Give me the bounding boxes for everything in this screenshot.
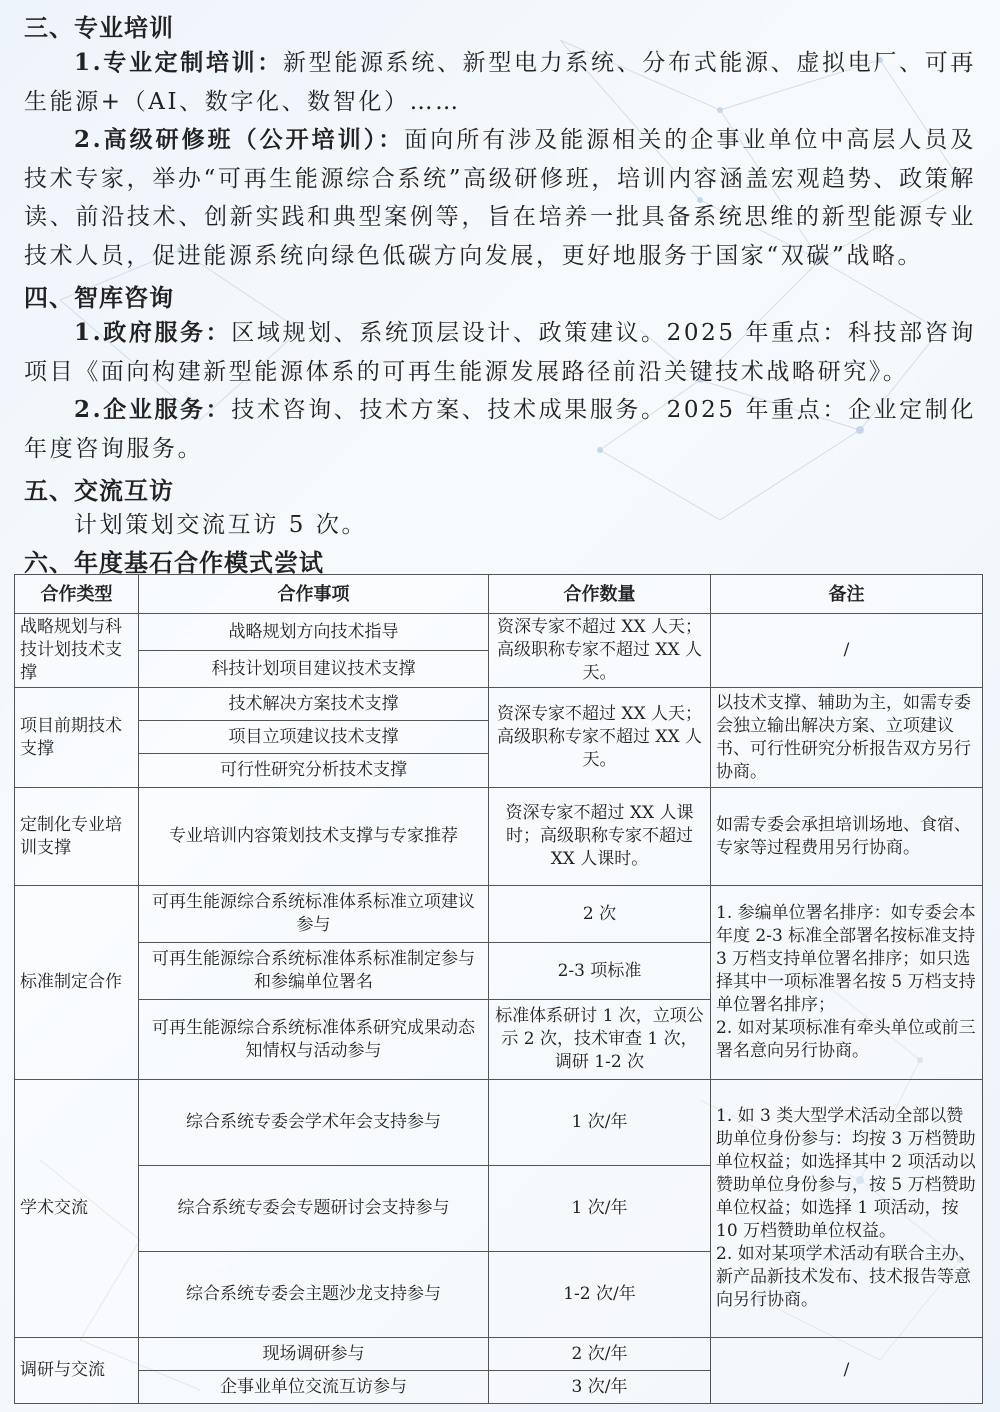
- cooperation-table: [14, 574, 983, 1404]
- remarks-cell: /: [711, 1338, 983, 1404]
- table-row: [15, 886, 983, 943]
- item-cell: 项目立项建议技术支撑: [139, 721, 489, 754]
- section-4-paragraph-1: [24, 314, 976, 391]
- item-cell: 专业培训内容策划技术支撑与专家推荐: [139, 788, 489, 886]
- table-row: [15, 788, 983, 886]
- remarks-cell: /: [711, 614, 983, 688]
- quantity-cell: 资深专家不超过 XX 人天；高级职称专家不超过 XX 人天。: [489, 614, 711, 688]
- header-cooperation-type: 合作类型: [15, 575, 139, 614]
- item-cell: 可再生能源综合系统标准体系标准制定参与和参编单位署名: [139, 943, 489, 1000]
- item-cell: 技术解决方案技术支撑: [139, 688, 489, 721]
- table-row: [15, 614, 983, 651]
- quantity-cell: 2-3 项标准: [489, 943, 711, 1000]
- custom-training-text: 新型能源系统、新型电力系统、分布式能源、虚拟电厂、可再生能源+（AI、数字化、数智化）……: [24, 50, 977, 115]
- type-cell: 战略规划与科技计划技术支撑: [15, 614, 139, 688]
- section-3-heading: 三、专业培训: [24, 14, 174, 42]
- quantity-cell: 2 次: [489, 886, 711, 943]
- quantity-cell: 资深专家不超过 XX 人天；高级职称专家不超过 XX 人天。: [489, 688, 711, 788]
- section-3-paragraph-2: [24, 121, 976, 275]
- header-cooperation-item: 合作事项: [139, 575, 489, 614]
- type-cell: 标准制定合作: [15, 886, 139, 1080]
- custom-training-label: 1.专业定制培训：: [74, 49, 283, 76]
- exchange-visit-text: 计划策划交流互访 5 次。: [74, 512, 368, 538]
- item-cell: 综合系统专委会主题沙龙支持参与: [139, 1252, 489, 1338]
- table-row: [15, 688, 983, 721]
- type-cell: 学术交流: [15, 1080, 139, 1338]
- section-4-paragraph-2: [24, 391, 976, 468]
- government-service-text: 区域规划、系统顶层设计、政策建议。2025 年重点：科技部咨询项目《面向构建新型能源体系的可再生能源发展路径前沿关键技术战略研究》。: [24, 320, 976, 385]
- table-row: [15, 1080, 983, 1166]
- quantity-cell: 1-2 次/年: [489, 1252, 711, 1338]
- item-cell: 科技计划项目建议技术支撑: [139, 651, 489, 688]
- item-cell: 综合系统专委会专题研讨会支持参与: [139, 1166, 489, 1252]
- quantity-cell: 1 次/年: [489, 1166, 711, 1252]
- quantity-cell: 标准体系研讨 1 次，立项公示 2 次，技术审查 1 次，调研 1-2 次: [489, 1000, 711, 1080]
- header-remarks: 备注: [711, 575, 983, 614]
- quantity-cell: 资深专家不超过 XX 人课时；高级职称专家不超过 XX 人课时。: [489, 788, 711, 886]
- table-row: [15, 1338, 983, 1371]
- remarks-cell: 如需专委会承担培训场地、食宿、专家等过程费用另行协商。: [711, 788, 983, 886]
- item-cell: 企事业单位交流互访参与: [139, 1371, 489, 1404]
- item-cell: 战略规划方向技术指导: [139, 614, 489, 651]
- type-cell: 定制化专业培训支撑: [15, 788, 139, 886]
- item-cell: 可再生能源综合系统标准体系研究成果动态知情权与活动参与: [139, 1000, 489, 1080]
- item-cell: 可再生能源综合系统标准体系标准立项建议参与: [139, 886, 489, 943]
- type-cell: 调研与交流: [15, 1338, 139, 1404]
- section-3-paragraph-1: [24, 44, 976, 121]
- section-5-paragraph: [24, 506, 976, 545]
- type-cell: 项目前期技术支撑: [15, 688, 139, 788]
- quantity-cell: 3 次/年: [489, 1371, 711, 1404]
- section-5-heading: 五、交流互访: [24, 477, 174, 505]
- item-cell: 现场调研参与: [139, 1338, 489, 1371]
- section-6-heading: 六、年度基石合作模式尝试: [24, 549, 324, 577]
- seminar-label: 2.高级研修班（公开培训）：: [74, 126, 405, 153]
- enterprise-service-text: 技术咨询、技术方案、技术成果服务。2025 年重点：企业定制化年度咨询服务。: [24, 397, 976, 462]
- remarks-cell: 1. 如 3 类大型学术活动全部以赞助单位身份参与：均按 3 万档赞助单位权益；如选择其中 2 项活动以赞助单位身份参与，按 5 万档赞助单位权益；如选择 1 项活动，按 10 万档赞助单位权益。 2. 如对某项学术活动有联合主办、新产品新技术发布、技术报告等意向另行协商。: [711, 1080, 983, 1338]
- header-cooperation-quantity: 合作数量: [489, 575, 711, 614]
- seminar-text: 面向所有涉及能源相关的企事业单位中高层人员及技术专家，举办“可再生能源综合系统”高级研修班，培训内容涵盖宏观趋势、政策解读、前沿技术、创新实践和典型案例等，旨在培养一批具备系统思维的新型能源专业技术人员，促进能源系统向绿色低碳方向发展，更好地服务于国家“双碳”战略。: [24, 127, 976, 269]
- table-header-row: [15, 575, 983, 614]
- remarks-cell: 1. 参编单位署名排序：如专委会本年度 2-3 标准全部署名按标准支持 3 万档支持单位署名排序；如只选择其中一项标准署名按 5 万档支持单位署名排序； 2. 如对某项标准有牵头单位或前三署名意向另行协商。: [711, 886, 983, 1080]
- quantity-cell: 1 次/年: [489, 1080, 711, 1166]
- item-cell: 综合系统专委会学术年会支持参与: [139, 1080, 489, 1166]
- government-service-label: 1.政府服务：: [74, 319, 232, 346]
- item-cell: 可行性研究分析技术支撑: [139, 754, 489, 788]
- quantity-cell: 2 次/年: [489, 1338, 711, 1371]
- remarks-cell: 以技术支撑、辅助为主，如需专委会独立输出解决方案、立项建议书、可行性研究分析报告双方另行协商。: [711, 688, 983, 788]
- section-4-heading: 四、智库咨询: [24, 284, 174, 312]
- enterprise-service-label: 2.企业服务：: [74, 396, 232, 423]
